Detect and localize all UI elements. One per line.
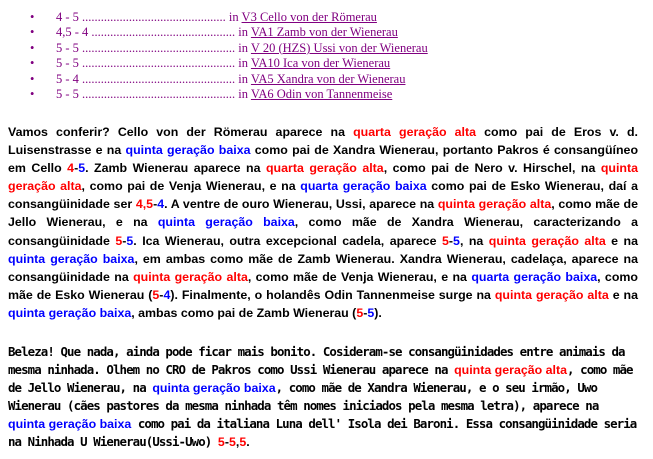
list-item: • 5 - 5 ................................................. in VA10 Ica von der Wienerau [30, 56, 391, 71]
bullet-icon: • [30, 10, 35, 24]
list-item: • 4 - 5 .............................................. in V3 Cello von der Römerau [30, 10, 377, 24]
bullet-icon: • [30, 87, 35, 102]
paragraph-analysis: Vamos conferir? Cello von der Römerau aparece na quarta geração alta como pai de Eros v. d. Luisenstrasse e na quinta geração baixa como pai de Xandra Wienerau, portanto Pakros é consangüíneo em Cello 4-5. Zamb Wienerau aparece na quarta geração alta, como pai de Nero v. Hirschel, na quinta geração alta, como pai de Venja Wienerau, e na quarta geração baixa como pai de Esko Wienerau, daí a consangüinidade ser 4,5-4. A ventre de ouro Wienerau, Ussi, aparece na quinta geração alta, como mãe de Jello Wienerau, e na quinta geração baixa, como mãe de Xandra Wienerau, caracterizando a consangüinidade 5-5. Ica Wienerau, outra excepcional cadela, aparece 5-5, na quinta geração alta e na quinta geração baixa, em ambas como mãe de Zamb Wienerau. Xandra Wienerau, cadelaça, aparece na consangüinidade na quinta geração alta, como mãe de Venja Wienerau, e na quarta geração baixa, como mãe de Esko Wienerau (5-4). Finalmente, o holandês Odin Tannenmeise surge na quinta geração alta e na quinta geração baixa, ambas como pai de Zamb Wienerau (5-5). [8, 125, 639, 320]
dog-link[interactable]: VA10 Ica von der Wienerau [250, 56, 391, 71]
list-item: • 5 - 5 ................................................. in VA6 Odin von Tannenmeise [30, 87, 393, 102]
bullet-icon: • [30, 56, 35, 71]
list-item: • 4,5 - 4 .............................................. in VA1 Zamb von der Wienerau [30, 25, 398, 40]
dog-link[interactable]: VA6 Odin von Tannenmeise [250, 87, 393, 102]
pedigree-list [30, 10, 428, 102]
bullet-icon: • [30, 25, 35, 40]
dog-link[interactable]: VA5 Xandra von der Wienerau [250, 71, 406, 86]
dog-link[interactable]: VA1 Zamb von der Wienerau [250, 25, 398, 40]
list-item: • 5 - 5 ................................................. in V 20 (HZS) Ussi von der Wienerau [30, 40, 428, 55]
bullet-icon: • [30, 71, 35, 86]
list-item: • 5 - 4 ................................................. in VA5 Xandra von der Wienerau [30, 71, 406, 86]
dog-link[interactable]: V 20 (HZS) Ussi von der Wienerau [250, 40, 428, 55]
bullet-icon: • [30, 40, 35, 55]
paragraph-litter: Beleza! Que nada, ainda pode ficar mais bonito. Cosideram-se consangüinidades entre animais da mesma ninhada. Olhem no CRO de Pakros como Ussi Wienerau aparece na quinta geração alta, como mãe de Jello Wienerau, na quinta geração baixa, como mãe de Xandra Wienerau, e o seu irmão, Uwo Wienerau (cães pastores da mesma ninhada têm nomes iniciados pela mesma letra), aparece na quinta geração baixa como pai da italiana Luna dell' Isola dei Baroni. Essa consangüinidade seria na Ninhada U Wienerau(Ussi-Uwo) 5-5,5. [8, 344, 637, 450]
dog-link[interactable]: V3 Cello von der Römerau [241, 10, 377, 24]
